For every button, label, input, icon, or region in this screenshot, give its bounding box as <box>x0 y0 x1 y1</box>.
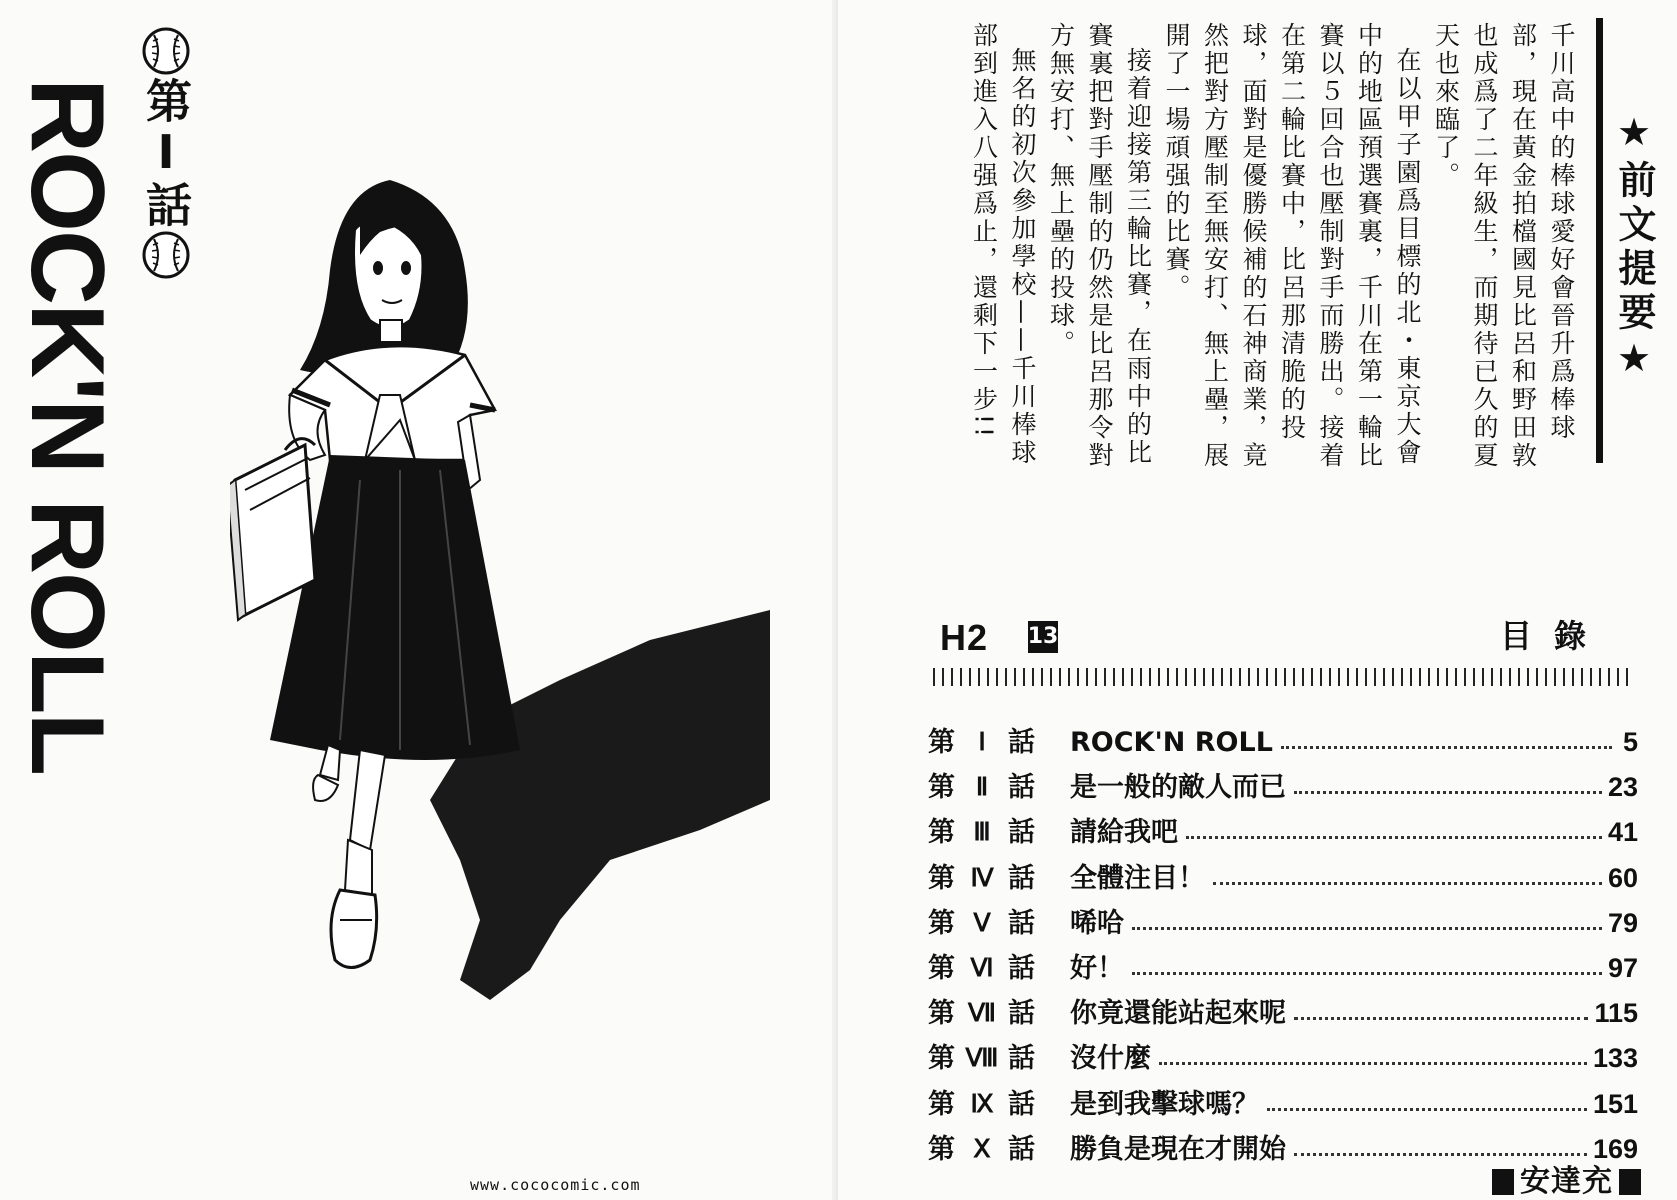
episode-suffix: 話 <box>1008 817 1035 849</box>
toc-entry[interactable] <box>928 1036 1638 1081</box>
chapter-heading <box>135 25 197 281</box>
episode-title: 沒什麼 <box>1070 1043 1151 1075</box>
synopsis-title: ★前文提要★ <box>1612 110 1656 386</box>
leader-dots <box>1281 746 1612 749</box>
episode-suffix: 話 <box>1008 1043 1035 1075</box>
square-bullet-icon <box>1619 1169 1641 1195</box>
leader-dots <box>1186 836 1602 839</box>
leader-dots <box>1294 1017 1588 1020</box>
episode-title: 是到我擊球嗎？ <box>1070 1088 1259 1120</box>
episode-suffix: 話 <box>1008 862 1035 894</box>
page-number: 5 <box>1622 727 1638 758</box>
episode-title: 唏哈 <box>1070 907 1124 939</box>
page-number: 151 <box>1592 1088 1638 1119</box>
leader-dots <box>1213 882 1602 885</box>
page-number: 79 <box>1607 907 1638 938</box>
episode-number: Ⅲ <box>973 818 991 847</box>
episode-title: 你竟還能站起來呢 <box>1070 998 1286 1030</box>
episode-suffix: 話 <box>1008 1088 1035 1120</box>
website-credit <box>460 1172 720 1196</box>
website-url: www.cococomic.com <box>470 1176 641 1194</box>
toc-entry[interactable] <box>928 991 1638 1036</box>
episode-suffix: 話 <box>1008 727 1035 759</box>
volume-badge: 13 <box>1028 621 1058 653</box>
toc-entry[interactable] <box>928 720 1638 765</box>
episode-suffix: 話 <box>1008 1133 1035 1165</box>
loafer <box>331 890 377 968</box>
episode-prefix: 第 <box>928 1043 955 1075</box>
baseball-icon <box>140 25 192 77</box>
toc-entry[interactable] <box>928 765 1638 810</box>
tick-divider <box>933 668 1633 686</box>
page-number: 133 <box>1592 1043 1638 1074</box>
author-name: 安達充 <box>1520 1164 1613 1199</box>
square-bullet-icon <box>1492 1169 1514 1195</box>
episode-title: ROCK'N ROLL <box>1070 727 1273 759</box>
episode-title: 全體注目！ <box>1070 862 1205 894</box>
synopsis-paragraph: 在以甲子園爲目標的北・東京大會中的地區預選賽裏，千川在第一輪比賽以５回合也壓制對手而勝出。接着在第二輪比賽中，比呂那清脆的投球，面對是優勝候補的石神商業，竟然把對方壓制至無安打、無上壘，展開了一場頑强的比賽。 <box>1162 22 1422 470</box>
page-number: 41 <box>1607 817 1638 848</box>
page-number: 169 <box>1592 1133 1638 1164</box>
episode-number: Ⅷ <box>965 1044 999 1073</box>
episode-number: Ⅹ <box>973 1134 991 1163</box>
episode-prefix: 第 <box>928 998 955 1030</box>
toc-entry[interactable] <box>928 1082 1638 1127</box>
toc-header <box>940 617 1630 670</box>
page-number: 97 <box>1607 953 1638 984</box>
episode-number: Ⅱ <box>975 773 989 802</box>
episode-prefix: 第 <box>928 862 955 894</box>
episode-number: Ⅵ <box>970 954 994 983</box>
synopsis-paragraph: 千川高中的棒球愛好會晉升爲棒球部，現在黃金拍檔國見比呂和野田敦也成爲了二年級生，而期待已久的夏天也來臨了。 <box>1431 22 1576 470</box>
synopsis-divider <box>1596 18 1603 463</box>
episode-title: 勝負是現在才開始 <box>1070 1133 1286 1165</box>
episode-number: Ⅶ <box>968 999 996 1028</box>
leader-dots <box>1132 927 1602 930</box>
page-number: 23 <box>1607 772 1638 803</box>
episode-suffix: 話 <box>1008 953 1035 985</box>
series-title: H2 <box>940 617 989 658</box>
episode-number: Ⅰ <box>978 728 986 757</box>
synopsis-paragraph: 接着迎接第三輪比賽，在雨中的比賽裏把對手壓制的仍然是比呂那令對方無安打、無上壘的投球。 <box>1046 22 1153 470</box>
page-number: 115 <box>1594 998 1638 1029</box>
episode-prefix: 第 <box>928 1088 955 1120</box>
episode-title: 好！ <box>1070 953 1124 985</box>
episode-prefix: 第 <box>928 953 955 985</box>
synopsis-body <box>940 22 1580 472</box>
toc-title: 目錄 <box>1499 617 1608 655</box>
episode-number: Ⅴ <box>973 908 991 937</box>
episode-prefix: 第 <box>928 727 955 759</box>
leader-dots <box>1267 1108 1587 1111</box>
schoolgirl-illustration <box>230 160 790 1060</box>
chapter-title: ROCK'N ROLL <box>9 78 125 774</box>
baseball-icon <box>140 229 192 281</box>
episode-title: 是一般的敵人而已 <box>1070 772 1286 804</box>
episode-prefix: 第 <box>928 907 955 939</box>
episode-number: Ⅳ <box>970 863 994 892</box>
page-number: 60 <box>1607 862 1638 893</box>
episode-title: 請給我吧 <box>1070 817 1178 849</box>
synopsis-paragraph: 無名的初次參加學校——千川棒球部到進入八强爲止，還剩下一步!! <box>969 22 1037 467</box>
toc-list <box>928 720 1638 1172</box>
toc-entry[interactable] <box>928 901 1638 946</box>
episode-prefix: 第 <box>928 817 955 849</box>
episode-suffix: 話 <box>1008 998 1035 1030</box>
author-credit <box>1492 1164 1641 1199</box>
episode-suffix: 話 <box>1008 772 1035 804</box>
toc-entry[interactable] <box>928 810 1638 855</box>
episode-number: Ⅸ <box>970 1089 994 1118</box>
episode-suffix: 話 <box>1008 907 1035 939</box>
episode-prefix: 第 <box>928 772 955 804</box>
episode-prefix: 第 <box>928 1133 955 1165</box>
toc-entry[interactable] <box>928 946 1638 991</box>
leader-dots <box>1294 791 1602 794</box>
left-page <box>0 0 838 1200</box>
toc-entry[interactable] <box>928 856 1638 901</box>
leader-dots <box>1132 972 1602 975</box>
leader-dots <box>1159 1062 1587 1065</box>
chapter-label: 第Ⅰ話 <box>139 77 193 229</box>
leader-dots <box>1294 1153 1587 1156</box>
